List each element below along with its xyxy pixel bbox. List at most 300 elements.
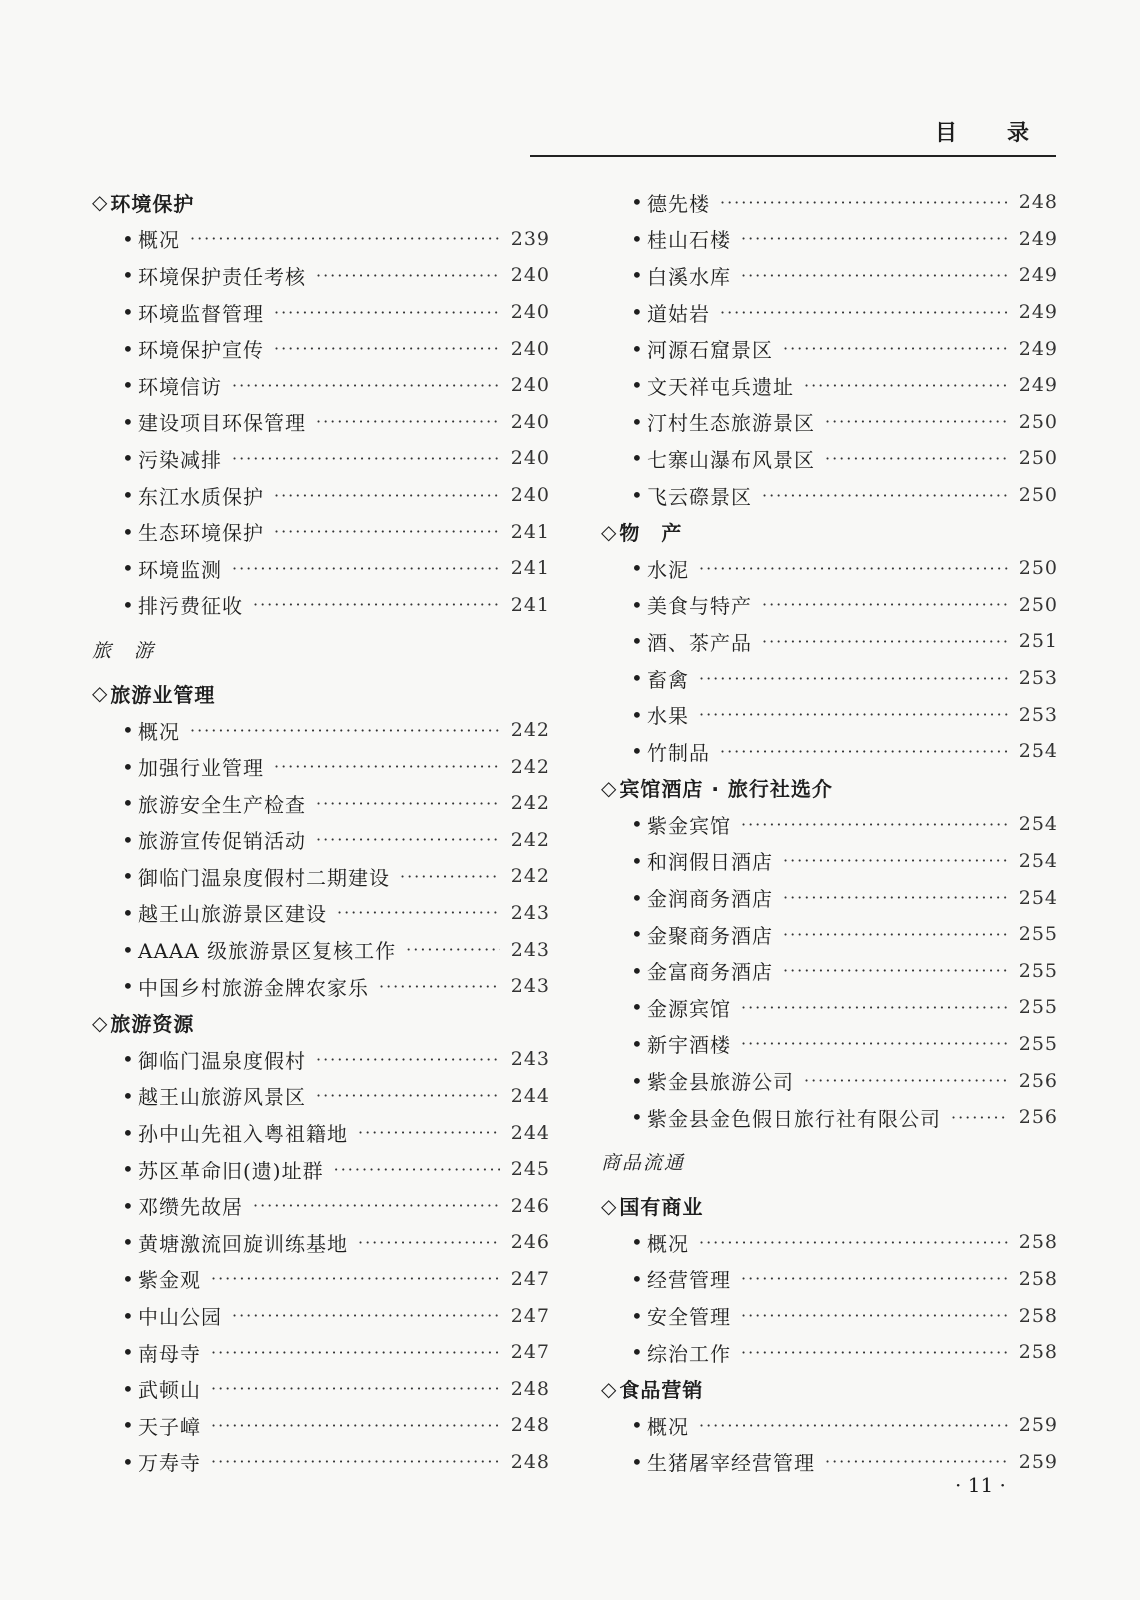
entry-page: 254 xyxy=(1018,813,1058,836)
toc-entry xyxy=(92,1261,550,1298)
dot-leader xyxy=(720,193,1008,212)
bullet-icon: • xyxy=(122,1193,135,1218)
entry-title: 御临门温泉度假村 xyxy=(138,1048,306,1073)
toc-entry xyxy=(92,968,550,1005)
toc-entry xyxy=(601,1224,1058,1261)
section-label: 环境保护 xyxy=(110,191,195,216)
dot-leader xyxy=(274,486,500,505)
dot-leader xyxy=(232,559,500,578)
toc-entry xyxy=(601,952,1058,989)
toc-entry xyxy=(92,1078,550,1115)
entry-title: 水果 xyxy=(647,704,689,729)
toc-entry xyxy=(92,931,550,968)
entry-page: 259 xyxy=(1018,1450,1058,1473)
entry-page: 243 xyxy=(510,901,550,924)
bullet-icon: • xyxy=(122,226,135,251)
entry-page: 250 xyxy=(1018,447,1058,470)
bullet-icon: • xyxy=(122,1340,135,1365)
toc-entry xyxy=(92,1151,550,1188)
bullet-icon: • xyxy=(122,300,135,325)
bullet-icon: • xyxy=(631,739,644,764)
entry-title: 竹制品 xyxy=(647,740,710,765)
bullet-icon: • xyxy=(122,1083,135,1108)
toc-entry xyxy=(601,404,1058,441)
entry-title: 旅游宣传促销活动 xyxy=(138,829,306,854)
entry-page: 249 xyxy=(1018,337,1058,360)
entry-title: 德先楼 xyxy=(647,191,710,216)
dot-leader xyxy=(316,412,500,431)
entry-title: 邓缵先故居 xyxy=(138,1195,243,1220)
toc-entry xyxy=(92,1370,550,1407)
entry-title: 天子嶂 xyxy=(138,1414,201,1439)
bullet-icon: • xyxy=(631,446,644,471)
diamond-icon: ◇ xyxy=(601,775,618,800)
header-title-char-1: 目 xyxy=(935,121,958,146)
entry-title: 新宇酒楼 xyxy=(647,1033,731,1058)
entry-page: 247 xyxy=(510,1341,550,1364)
dot-leader xyxy=(783,851,1008,870)
page-number: · 11 · xyxy=(955,1473,1006,1497)
diamond-icon: ◇ xyxy=(601,1193,618,1218)
entry-page: 244 xyxy=(510,1121,550,1144)
entry-title: 概况 xyxy=(138,228,180,253)
entry-title: 金富商务酒店 xyxy=(647,960,773,985)
entry-page: 256 xyxy=(1018,1106,1058,1129)
dot-leader xyxy=(400,867,500,886)
entry-page: 250 xyxy=(1018,410,1058,433)
dot-leader xyxy=(699,669,1008,688)
bullet-icon: • xyxy=(631,263,644,288)
entry-page: 258 xyxy=(1018,1341,1058,1364)
bullet-icon: • xyxy=(631,702,644,727)
toc-entry xyxy=(92,822,550,859)
bullet-icon: • xyxy=(631,629,644,654)
toc-entry xyxy=(601,1261,1058,1298)
diamond-icon: ◇ xyxy=(92,190,109,215)
entry-page: 242 xyxy=(510,828,550,851)
dot-leader xyxy=(699,705,1008,724)
entry-page: 249 xyxy=(1018,227,1058,250)
dot-leader xyxy=(762,595,1008,614)
bullet-icon: • xyxy=(122,336,135,361)
section-label: 物 产 xyxy=(619,521,683,546)
entry-title: 御临门温泉度假村二期建设 xyxy=(138,865,390,890)
entry-title: 环境保护责任考核 xyxy=(138,264,306,289)
entry-title: 综治工作 xyxy=(647,1341,731,1366)
dot-leader xyxy=(274,757,500,776)
entry-title: 金润商务酒店 xyxy=(647,887,773,912)
dot-leader xyxy=(825,412,1008,431)
entry-title: 七寨山瀑布风景区 xyxy=(647,447,815,472)
toc-entry xyxy=(92,748,550,785)
entry-title: 紫金观 xyxy=(138,1268,201,1293)
section-label: 国有商业 xyxy=(619,1195,704,1220)
entry-title: 紫金县旅游公司 xyxy=(647,1070,794,1095)
entry-page: 259 xyxy=(1018,1414,1058,1437)
toc-entry xyxy=(92,477,550,514)
toc-entry xyxy=(92,587,550,624)
bullet-icon: • xyxy=(122,937,135,962)
entry-page: 242 xyxy=(510,755,550,778)
dot-leader xyxy=(741,998,1008,1017)
entry-title: 环境保护宣传 xyxy=(138,338,264,363)
bullet-icon: • xyxy=(122,1413,135,1438)
bullet-icon: • xyxy=(631,300,644,325)
entry-title: 环境监测 xyxy=(138,557,222,582)
entry-page: 245 xyxy=(510,1158,550,1181)
entry-title: 金源宾馆 xyxy=(647,996,731,1021)
toc-entry xyxy=(601,184,1058,221)
dot-leader xyxy=(741,1306,1008,1325)
dot-leader xyxy=(274,303,500,322)
entry-title: 中国乡村旅游金牌农家乐 xyxy=(138,975,369,1000)
entry-page: 240 xyxy=(510,447,550,470)
dot-leader xyxy=(253,1196,500,1215)
entry-page: 254 xyxy=(1018,849,1058,872)
entry-title: 酒、茶产品 xyxy=(647,630,752,655)
bullet-icon: • xyxy=(631,1449,644,1474)
toc-entry xyxy=(92,858,550,895)
entry-title: 水泥 xyxy=(647,557,689,582)
toc-entry xyxy=(601,1026,1058,1063)
entry-title: 汀村生态旅游景区 xyxy=(647,411,815,436)
diamond-icon: ◇ xyxy=(601,519,618,544)
bullet-icon: • xyxy=(631,958,644,983)
entry-page: 255 xyxy=(1018,923,1058,946)
entry-page: 253 xyxy=(1018,667,1058,690)
toc-entry xyxy=(601,1407,1058,1444)
dot-leader xyxy=(358,1233,500,1252)
entry-page: 241 xyxy=(510,557,550,580)
dot-leader xyxy=(211,1452,500,1471)
header-rule xyxy=(530,155,1056,157)
bullet-icon: • xyxy=(631,1266,644,1291)
entry-title: 苏区革命旧(遗)址群 xyxy=(138,1158,324,1183)
entry-page: 248 xyxy=(510,1450,550,1473)
entry-title: 生态环境保护 xyxy=(138,521,264,546)
toc-entry xyxy=(92,513,550,550)
entry-title: 南母寺 xyxy=(138,1341,201,1366)
toc-entry xyxy=(601,733,1058,770)
bullet-icon: • xyxy=(122,791,135,816)
bullet-icon: • xyxy=(122,1120,135,1145)
entry-title: 美食与特产 xyxy=(647,594,752,619)
dot-leader xyxy=(783,339,1008,358)
toc-entry xyxy=(92,221,550,258)
entry-title: 安全管理 xyxy=(647,1305,731,1330)
toc-entry xyxy=(601,1099,1058,1136)
toc-entry xyxy=(601,221,1058,258)
entry-title: 飞云磜景区 xyxy=(647,484,752,509)
dot-leader xyxy=(316,266,500,285)
entry-title: 加强行业管理 xyxy=(138,756,264,781)
entry-page: 249 xyxy=(1018,301,1058,324)
bullet-icon: • xyxy=(631,922,644,947)
entry-title: 中山公园 xyxy=(138,1305,222,1330)
entry-title: 武顿山 xyxy=(138,1378,201,1403)
dot-leader xyxy=(406,940,500,959)
toc-entry xyxy=(601,623,1058,660)
entry-title: 概况 xyxy=(647,1231,689,1256)
dot-leader xyxy=(211,1269,500,1288)
entry-title: 万寿寺 xyxy=(138,1451,201,1476)
dot-leader xyxy=(211,1416,500,1435)
dot-leader xyxy=(741,1034,1008,1053)
entry-page: 256 xyxy=(1018,1069,1058,1092)
section-label: 旅游资源 xyxy=(110,1012,195,1037)
dot-leader xyxy=(951,1108,1008,1127)
dot-leader xyxy=(316,1050,500,1069)
entry-title: 经营管理 xyxy=(647,1268,731,1293)
entry-title: 生猪屠宰经营管理 xyxy=(647,1451,815,1476)
toc-entry xyxy=(92,1114,550,1151)
entry-title: 污染减排 xyxy=(138,447,222,472)
toc-entry xyxy=(601,257,1058,294)
bullet-icon: • xyxy=(122,1230,135,1255)
entry-page: 251 xyxy=(1018,630,1058,653)
entry-title: 河源石窟景区 xyxy=(647,338,773,363)
entry-page: 248 xyxy=(510,1414,550,1437)
dot-leader xyxy=(783,961,1008,980)
entry-page: 248 xyxy=(1018,191,1058,214)
dot-leader xyxy=(316,1086,500,1105)
toc-entry xyxy=(601,989,1058,1026)
dot-leader xyxy=(211,1343,500,1362)
entry-title: 概况 xyxy=(647,1414,689,1439)
entry-page: 242 xyxy=(510,719,550,742)
entry-page: 239 xyxy=(510,227,550,250)
entry-page: 243 xyxy=(510,1048,550,1071)
entry-title: 越王山旅游风景区 xyxy=(138,1085,306,1110)
section-heading xyxy=(92,675,550,712)
toc-entry xyxy=(601,367,1058,404)
entry-page: 255 xyxy=(1018,1032,1058,1055)
toc-entry xyxy=(92,712,550,749)
toc-entry xyxy=(92,785,550,822)
dot-leader xyxy=(720,742,1008,761)
entry-page: 242 xyxy=(510,865,550,888)
entry-title: 越王山旅游景区建设 xyxy=(138,902,327,927)
entry-title: 紫金宾馆 xyxy=(647,813,731,838)
toc-entry xyxy=(601,1297,1058,1334)
toc-entry xyxy=(601,440,1058,477)
entry-page: 255 xyxy=(1018,996,1058,1019)
bullet-icon: • xyxy=(631,812,644,837)
entry-title: 旅游安全生产检查 xyxy=(138,792,306,817)
toc-entry xyxy=(92,404,550,441)
dot-leader xyxy=(825,449,1008,468)
toc-entry xyxy=(601,916,1058,953)
toc-entry xyxy=(601,660,1058,697)
bullet-icon: • xyxy=(122,592,135,617)
dot-leader xyxy=(741,815,1008,834)
bullet-icon: • xyxy=(122,373,135,398)
bullet-icon: • xyxy=(122,263,135,288)
dot-leader xyxy=(253,595,500,614)
section-heading xyxy=(601,1370,1058,1407)
bullet-icon: • xyxy=(631,190,644,215)
dot-leader xyxy=(762,486,1008,505)
toc-right-column xyxy=(601,184,1058,1480)
toc-entry xyxy=(92,1407,550,1444)
dot-leader xyxy=(804,1071,1008,1090)
toc-entry xyxy=(92,294,550,331)
entry-page: 246 xyxy=(510,1194,550,1217)
dot-leader xyxy=(741,229,1008,248)
dot-leader xyxy=(211,1379,500,1398)
section-label: 宾馆酒店 · 旅行社选介 xyxy=(619,777,833,802)
toc-entry xyxy=(601,477,1058,514)
bullet-icon: • xyxy=(631,373,644,398)
bullet-icon: • xyxy=(631,885,644,910)
toc-entry xyxy=(601,294,1058,331)
entry-title: 孙中山先祖入粤祖籍地 xyxy=(138,1122,348,1147)
entry-page: 258 xyxy=(1018,1231,1058,1254)
entry-page: 240 xyxy=(510,374,550,397)
bullet-icon: • xyxy=(122,754,135,779)
entry-page: 240 xyxy=(510,337,550,360)
entry-page: 240 xyxy=(510,410,550,433)
bullet-icon: • xyxy=(631,409,644,434)
entry-title: 东江水质保护 xyxy=(138,484,264,509)
section-heading xyxy=(92,184,550,221)
toc-entry xyxy=(601,1062,1058,1099)
section-label: 食品营销 xyxy=(619,1378,704,1403)
toc-entry xyxy=(92,1224,550,1261)
bullet-icon: • xyxy=(122,1449,135,1474)
dot-leader xyxy=(804,376,1008,395)
entry-title: 道姑岩 xyxy=(647,301,710,326)
diamond-icon: ◇ xyxy=(92,1010,109,1035)
bullet-icon: • xyxy=(631,1230,644,1255)
toc-entry xyxy=(601,330,1058,367)
dot-leader xyxy=(741,266,1008,285)
section-heading xyxy=(92,1004,550,1041)
entry-title: 白溪水库 xyxy=(647,264,731,289)
bullet-icon: • xyxy=(631,848,644,873)
dot-leader xyxy=(190,721,500,740)
category-label: 商品流通 xyxy=(601,1151,686,1174)
toc-entry xyxy=(601,1334,1058,1371)
toc-entry xyxy=(92,1187,550,1224)
dot-leader xyxy=(762,632,1008,651)
entry-title: 畜禽 xyxy=(647,667,689,692)
entry-page: 254 xyxy=(1018,886,1058,909)
bullet-icon: • xyxy=(122,446,135,471)
bullet-icon: • xyxy=(631,1105,644,1130)
entry-page: 243 xyxy=(510,938,550,961)
dot-leader xyxy=(232,449,500,468)
entry-page: 240 xyxy=(510,484,550,507)
toc-entry xyxy=(92,1297,550,1334)
entry-title: 黄塘激流回旋训练基地 xyxy=(138,1231,348,1256)
bullet-icon: • xyxy=(631,336,644,361)
entry-title: 环境监督管理 xyxy=(138,301,264,326)
bullet-icon: • xyxy=(122,519,135,544)
dot-leader xyxy=(720,303,1008,322)
category-label: 旅 游 xyxy=(92,639,156,662)
entry-title: 金聚商务酒店 xyxy=(647,923,773,948)
dot-leader xyxy=(232,376,500,395)
dot-leader xyxy=(699,559,1008,578)
entry-page: 240 xyxy=(510,264,550,287)
entry-title: 紫金县金色假日旅行社有限公司 xyxy=(647,1106,941,1131)
bullet-icon: • xyxy=(631,226,644,251)
bullet-icon: • xyxy=(122,1157,135,1182)
entry-title: 桂山石楼 xyxy=(647,228,731,253)
entry-page: 250 xyxy=(1018,484,1058,507)
entry-title: 建设项目环保管理 xyxy=(138,411,306,436)
bullet-icon: • xyxy=(631,1303,644,1328)
diamond-icon: ◇ xyxy=(601,1376,618,1401)
toc-entry xyxy=(92,895,550,932)
entry-page: 254 xyxy=(1018,740,1058,763)
dot-leader xyxy=(358,1123,500,1142)
dot-leader xyxy=(699,1416,1008,1435)
dot-leader xyxy=(316,794,500,813)
bullet-icon: • xyxy=(122,483,135,508)
toc-entry xyxy=(601,696,1058,733)
toc-entry xyxy=(92,1444,550,1481)
entry-page: 255 xyxy=(1018,959,1058,982)
dot-leader xyxy=(699,1233,1008,1252)
bullet-icon: • xyxy=(631,1068,644,1093)
entry-page: 242 xyxy=(510,792,550,815)
toc-entry xyxy=(92,440,550,477)
dot-leader xyxy=(825,1452,1008,1471)
bullet-icon: • xyxy=(122,1376,135,1401)
dot-leader xyxy=(334,1160,500,1179)
toc-entry xyxy=(601,843,1058,880)
bullet-icon: • xyxy=(631,483,644,508)
entry-page: 240 xyxy=(510,301,550,324)
section-label: 旅游业管理 xyxy=(110,682,216,707)
entry-page: 247 xyxy=(510,1267,550,1290)
entry-title: 和润假日酒店 xyxy=(647,850,773,875)
dot-leader xyxy=(741,1343,1008,1362)
toc-entry xyxy=(601,806,1058,843)
bullet-icon: • xyxy=(122,1303,135,1328)
toc-left-column xyxy=(92,184,550,1480)
bullet-icon: • xyxy=(122,864,135,889)
toc-entry xyxy=(92,1334,550,1371)
entry-title: 文天祥屯兵遗址 xyxy=(647,374,794,399)
dot-leader xyxy=(783,925,1008,944)
dot-leader xyxy=(379,977,500,996)
dot-leader xyxy=(274,522,500,541)
entry-page: 249 xyxy=(1018,374,1058,397)
bullet-icon: • xyxy=(122,718,135,743)
entry-page: 248 xyxy=(510,1377,550,1400)
dot-leader xyxy=(741,1269,1008,1288)
toc-entry xyxy=(92,257,550,294)
category-heading xyxy=(601,1135,1058,1187)
section-heading xyxy=(601,1187,1058,1224)
entry-page: 241 xyxy=(510,593,550,616)
bullet-icon: • xyxy=(122,900,135,925)
entry-title: 环境信访 xyxy=(138,374,222,399)
bullet-icon: • xyxy=(122,1047,135,1072)
toc-entry xyxy=(92,550,550,587)
diamond-icon: ◇ xyxy=(92,681,109,706)
dot-leader xyxy=(274,339,500,358)
section-heading xyxy=(601,513,1058,550)
header-title-char-2: 录 xyxy=(1007,121,1030,146)
toc-entry xyxy=(92,1041,550,1078)
entry-page: 258 xyxy=(1018,1304,1058,1327)
bullet-icon: • xyxy=(631,592,644,617)
bullet-icon: • xyxy=(631,1413,644,1438)
